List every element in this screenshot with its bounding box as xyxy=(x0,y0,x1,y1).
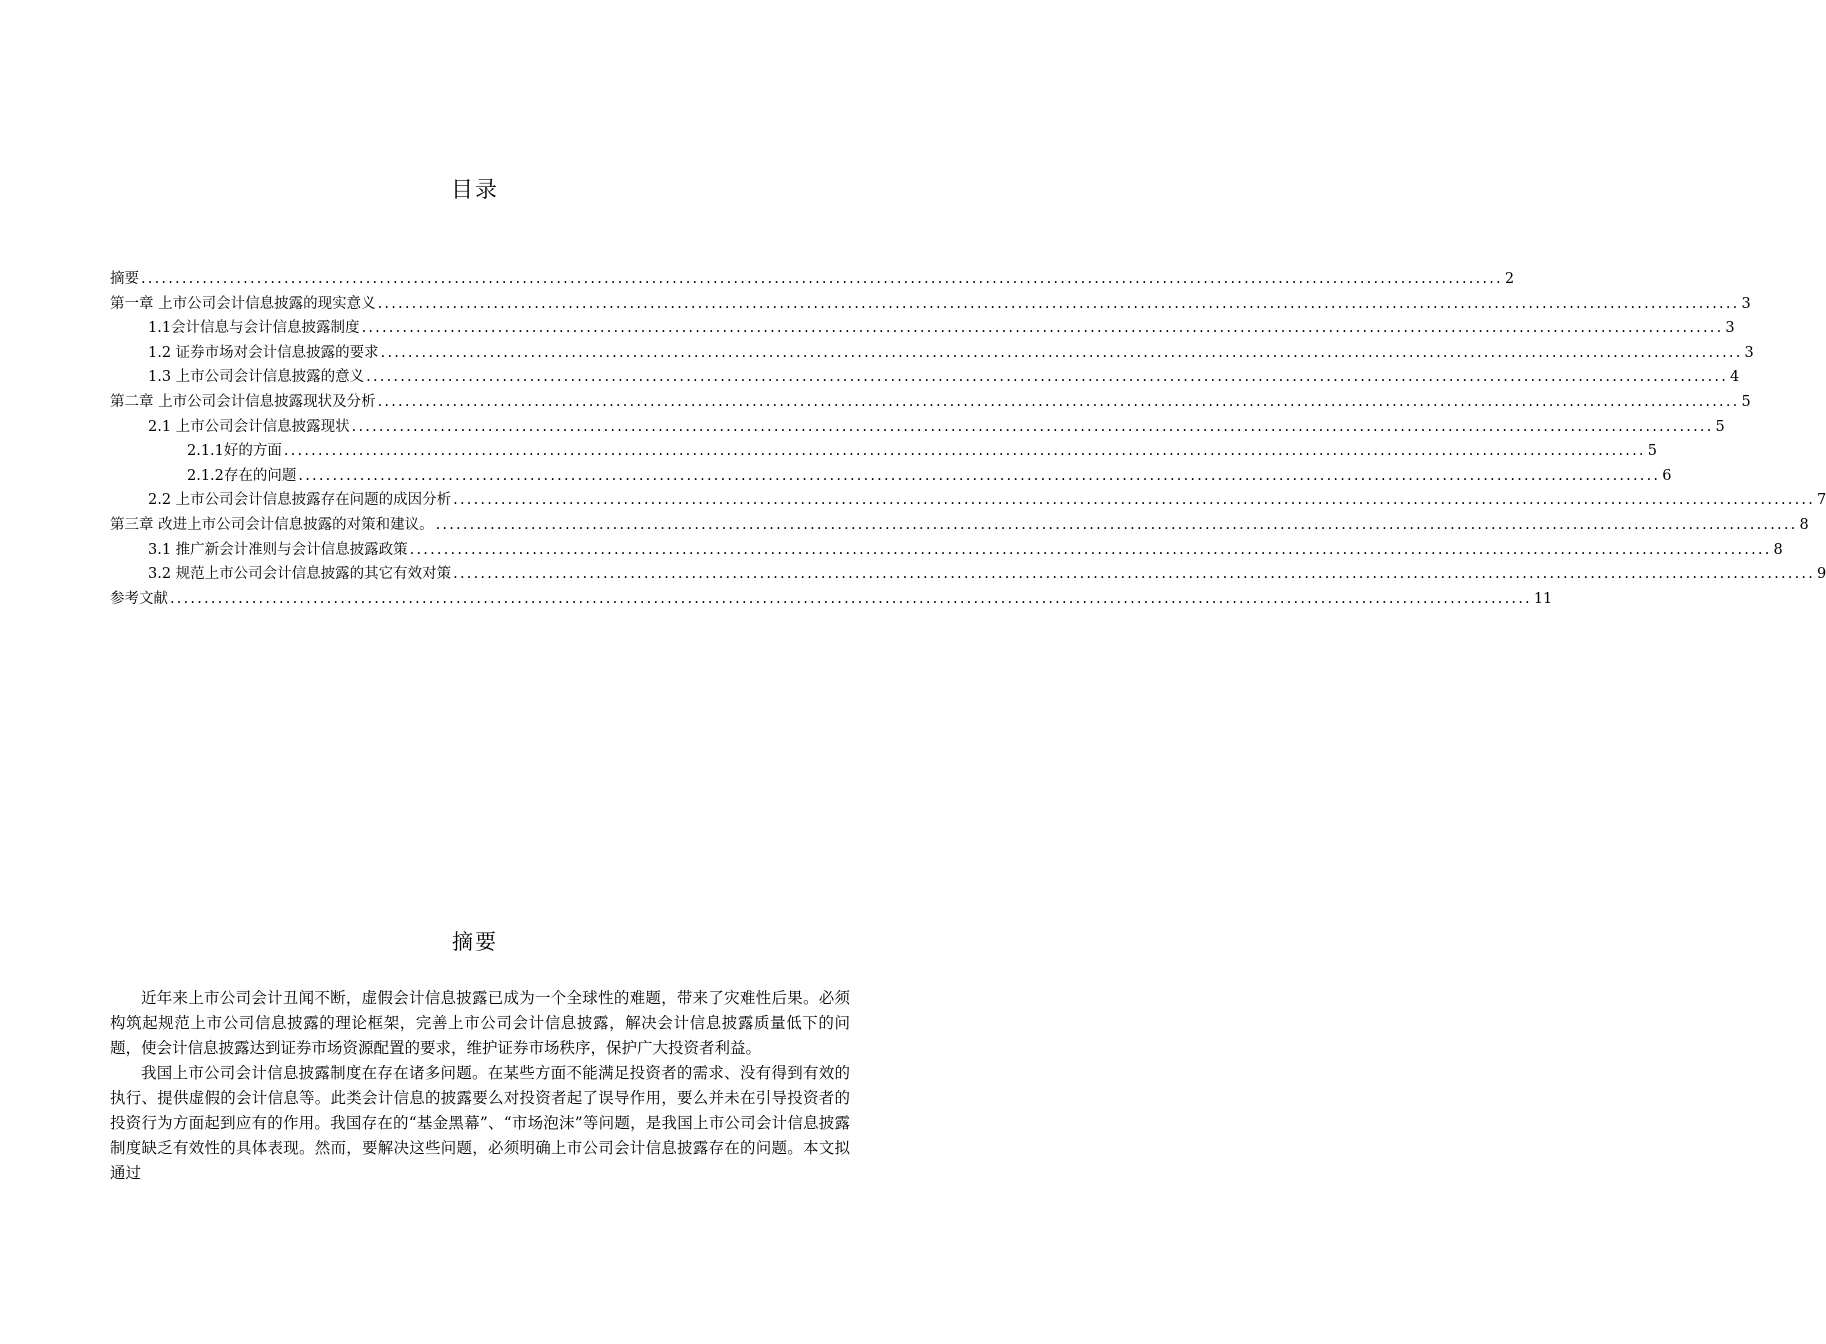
toc-entry[interactable] xyxy=(110,267,1515,292)
toc-page-number: 4 xyxy=(1730,369,1740,386)
toc-title: 目录 xyxy=(450,178,499,203)
toc-entry[interactable] xyxy=(110,341,1754,366)
toc-entry-text: 2.2 上市公司会计信息披露存在问题的成因分析 xyxy=(148,492,452,509)
toc-page-number: 5 xyxy=(1741,393,1751,410)
toc-page-number: 5 xyxy=(1647,443,1657,460)
abstract-title: 摘要 xyxy=(452,930,498,954)
toc-entry-text: 1.3 上市公司会计信息披露的意义 xyxy=(148,369,365,386)
toc-entry[interactable] xyxy=(110,292,1751,317)
toc-page-number: 8 xyxy=(1773,541,1783,558)
toc-entry-text: 2.1.1好的方面 xyxy=(187,443,282,460)
toc-entry-text: 第二章 上市公司会计信息披露现状及分析 xyxy=(110,393,376,410)
toc-entry[interactable] xyxy=(110,316,1735,341)
toc-entry[interactable] xyxy=(110,488,1826,513)
toc-leader-dots: ........................................................................................................................................................................................................ xyxy=(377,295,1740,312)
toc-page-number: 3 xyxy=(1744,344,1754,361)
toc-entry[interactable] xyxy=(110,513,1809,538)
abstract-body xyxy=(110,986,850,1186)
toc-page-number: 3 xyxy=(1725,320,1735,337)
toc-leader-dots: ........................................................................................................................................................................................................ xyxy=(380,344,1743,361)
toc-entry-text: 第三章 改进上市公司会计信息披露的对策和建议。 xyxy=(110,516,434,533)
toc-leader-dots: ........................................................................................................................................................................................................ xyxy=(170,590,1532,607)
toc-entry[interactable] xyxy=(110,562,1826,587)
toc-entry-text: 参考文献 xyxy=(110,590,168,607)
toc-leader-dots: ........................................................................................................................................................................................................ xyxy=(453,566,1815,583)
toc-leader-dots: ........................................................................................................................................................................................................ xyxy=(409,541,1772,558)
toc-entry-text: 3.1 推广新会计准则与会计信息披露政策 xyxy=(148,541,408,558)
toc-entry-text: 1.1会计信息与会计信息披露制度 xyxy=(148,320,360,337)
abstract-paragraph: 我国上市公司会计信息披露制度在存在诸多问题。在某些方面不能满足投资者的需求、没有得到有效的执行、提供虚假的会计信息等。此类会计信息的披露要么对投资者起了误导作用，要么并未在引导投资者的投资行为方面起到应有的作用。我国存在的“基金黑幕”、“市场泡沫”等问题，是我国上市公司会计信息披露制度缺乏有效性的具体表现。然而，要解决这些问题，必须明确上市公司会计信息披露存在的问题。本文拟通过 xyxy=(110,1064,850,1182)
toc-leader-dots: ........................................................................................................................................................................................................ xyxy=(283,443,1646,460)
toc-page-number: 3 xyxy=(1741,295,1751,312)
toc-leader-dots: ........................................................................................................................................................................................................ xyxy=(366,369,1728,386)
toc-entry-text: 第一章 上市公司会计信息披露的现实意义 xyxy=(110,295,376,312)
toc-page-number: 11 xyxy=(1533,590,1553,607)
toc-entry[interactable] xyxy=(110,390,1751,415)
toc-entry[interactable] xyxy=(110,587,1553,612)
toc-leader-dots: ........................................................................................................................................................................................................ xyxy=(351,418,1714,435)
toc-entry-text: 摘要 xyxy=(110,271,139,287)
toc-entry[interactable] xyxy=(110,439,1657,464)
toc-page-number: 6 xyxy=(1662,467,1672,484)
toc-page-number: 9 xyxy=(1817,566,1826,583)
toc-entry-text: 2.1 上市公司会计信息披露现状 xyxy=(148,418,350,435)
abstract-paragraph: 近年来上市公司会计丑闻不断，虚假会计信息披露已成为一个全球性的难题，带来了灾难性后果。必须构筑起规范上市公司信息披露的理论框架，完善上市公司会计信息披露，解决会计信息披露质量低下的问题，使会计信息披露达到证券市场资源配置的要求，维护证券市场秩序，保护广大投资者利益。 xyxy=(110,989,850,1057)
toc-leader-dots: ........................................................................................................................................................................................................ xyxy=(453,492,1815,509)
toc-leader-dots: ........................................................................................................................................................................................................ xyxy=(377,393,1740,410)
toc-page-number: 7 xyxy=(1817,492,1826,509)
toc-leader-dots: ........................................................................................................................................................................................................ xyxy=(435,516,1798,533)
toc-entry-text: 1.2 证券市场对会计信息披露的要求 xyxy=(148,344,379,361)
toc-leader-dots: ........................................................................................................................................................................................................ xyxy=(141,271,1503,287)
toc-entry[interactable] xyxy=(110,365,1740,390)
toc-leader-dots: ........................................................................................................................................................................................................ xyxy=(298,467,1661,484)
toc-leader-dots: ........................................................................................................................................................................................................ xyxy=(361,320,1724,337)
toc-entry-text: 2.1.2存在的问题 xyxy=(187,467,297,484)
toc-page-number: 8 xyxy=(1799,516,1809,533)
toc-entry[interactable] xyxy=(110,464,1672,489)
table-of-contents xyxy=(110,267,1826,611)
toc-entry[interactable] xyxy=(110,538,1783,563)
toc-page-number: 2 xyxy=(1504,271,1515,287)
toc-entry-text: 3.2 规范上市公司会计信息披露的其它有效对策 xyxy=(148,566,452,583)
toc-entry[interactable] xyxy=(110,415,1725,440)
toc-page-number: 5 xyxy=(1715,418,1725,435)
